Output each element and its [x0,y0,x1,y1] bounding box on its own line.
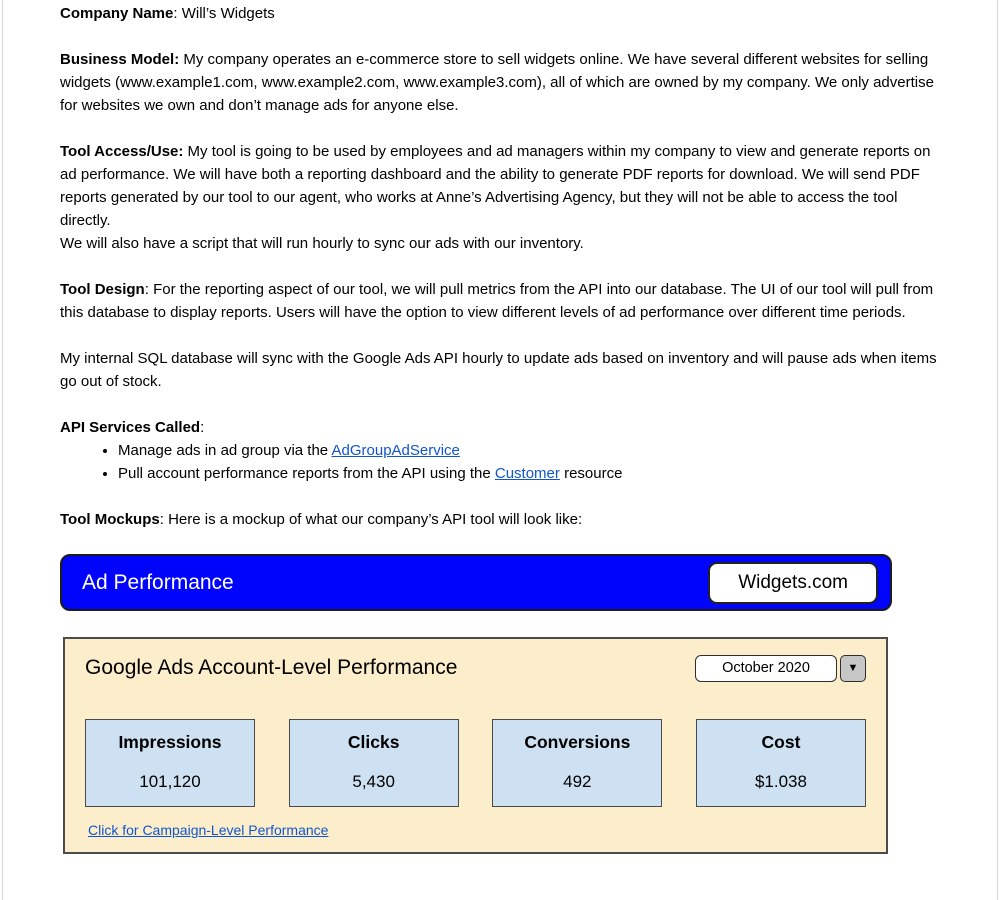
api-services-heading [60,416,938,439]
tool-design-text: : For the reporting aspect of our tool, we will pull metrics from the API into our database. The UI of our tool will pull from this database to display reports. Users will have the option to view different levels of ad performance over different time periods. [60,281,934,321]
clicks-card [289,719,459,807]
metric-value: 5,430 [352,772,395,791]
api-services-label: API Services Called [60,419,201,436]
adgroupadservice-link[interactable]: AdGroupAdService [331,442,460,459]
api-services-colon: : [200,419,205,436]
impressions-card [85,719,255,807]
cost-card [696,719,866,807]
mockup-header-bar [60,554,892,611]
metric-label: Conversions [524,732,631,752]
company-name-label: Company Name [60,5,174,22]
document-body [60,2,938,854]
list-item [118,439,938,462]
bullet2-text: Pull account performance reports from the API using the [118,465,495,482]
tool-mockups-text: : Here is a mockup of what our company’s API tool will look like: [159,511,583,528]
account-performance-panel [63,637,888,854]
month-dropdown-value[interactable]: October 2020 [695,655,837,682]
metric-label: Clicks [347,732,400,752]
tool-access-text-line2: We will also have a script that will run hourly to sync our ads with our inventory. [60,235,584,252]
customer-resource-link[interactable]: Customer [494,465,560,482]
month-dropdown[interactable] [695,655,866,682]
tool-design-label: Tool Design [60,281,145,298]
conversions-card [492,719,662,807]
chevron-down-icon[interactable]: ▼ [840,655,866,682]
widgets-site-button[interactable]: Widgets.com [708,562,878,604]
business-model-paragraph [60,48,938,117]
tool-access-text: My tool is going to be used by employees and ad managers within my company to view and generate reports on ad performance. We will have both a reporting dashboard and the ability to generate PDF reports for download. We will send PDF reports generated by our tool to our agent, who works at Anne’s Advertising Agency, but they will not be able to access the tool directly. [60,143,931,229]
sql-note-paragraph: My internal SQL database will sync with the Google Ads API hourly to update ads based on inventory and will pause ads when items go out of stock. [60,350,937,390]
metric-label: Impressions [118,732,222,752]
metric-cards-row [85,719,866,807]
list-item [118,462,938,485]
page-right-border [997,0,998,900]
panel-title: Google Ads Account-Level Performance [85,656,458,679]
panel-header-row [85,654,866,682]
api-services-section [60,416,938,485]
tool-mockups-label: Tool Mockups [60,511,160,528]
bullet2-post: resource [559,465,623,482]
api-services-list [60,439,938,485]
company-name-value: : Will’s Widgets [173,5,275,22]
campaign-level-performance-link[interactable]: Click for Campaign-Level Performance [88,822,329,838]
page-left-border [2,0,3,900]
panel-link-row [88,819,866,842]
business-model-label: Business Model: [60,51,180,68]
business-model-text: My company operates an e-commerce store to sell widgets online. We have several different websites for selling widgets (www.example1.com, www.example2.com, www.example3.com), all of which are owned by my company. We only advertise for websites we own and don’t manage ads for anyone else. [60,51,934,114]
tool-access-paragraph [60,140,938,255]
company-name-paragraph [60,2,938,25]
tool-design-paragraph [60,278,938,324]
tool-mockups-paragraph [60,508,938,531]
metric-value: $1.038 [754,772,807,791]
mockup-app-title: Ad Performance [82,571,234,594]
tool-access-label: Tool Access/Use: [60,143,184,160]
bullet1-text: Manage ads in ad group via the [118,442,332,459]
metric-value: 492 [563,772,592,791]
metric-label: Cost [761,732,801,752]
metric-value: 101,120 [139,772,201,791]
